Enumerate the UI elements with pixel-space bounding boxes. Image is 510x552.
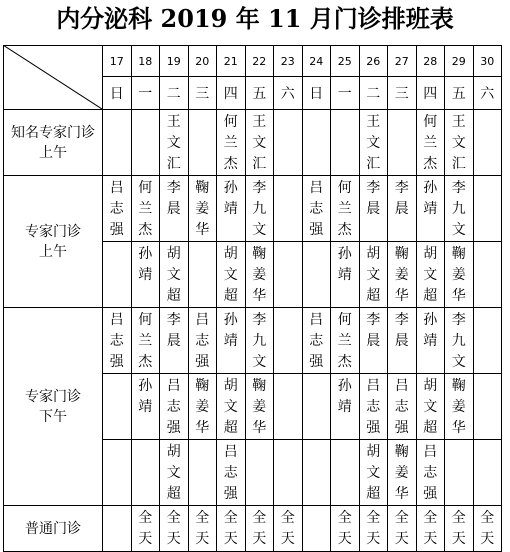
schedule-cell	[359, 110, 388, 176]
schedule-cell	[388, 110, 417, 176]
doctor-name: 王 文 汇	[451, 114, 466, 172]
doctor-name: 全 天	[280, 510, 295, 547]
weekday-cell: 五	[245, 77, 274, 110]
schedule-cell	[473, 506, 502, 552]
schedule-cell	[188, 440, 217, 506]
doctor-name: 胡 文 超	[223, 378, 238, 436]
date-cell: 28	[416, 46, 445, 77]
date-cell: 29	[445, 46, 474, 77]
schedule-cell	[359, 374, 388, 440]
page-title: 内分泌科 2019 年 11 月门诊排班表	[56, 4, 454, 33]
date-cell: 26	[359, 46, 388, 77]
doctor-name: 吕 志 强	[366, 378, 381, 436]
schedule-cell	[103, 440, 132, 506]
doctor-name: 全 天	[366, 510, 381, 547]
weekday-cell: 日	[302, 77, 331, 110]
schedule-cell	[416, 506, 445, 552]
schedule-cell	[302, 242, 331, 308]
schedule-cell	[473, 308, 502, 374]
schedule-cell	[331, 242, 360, 308]
schedule-row	[4, 506, 502, 552]
doctor-name: 全 天	[138, 510, 153, 547]
doctor-name: 王 文 汇	[166, 114, 181, 172]
schedule-cell	[274, 506, 303, 552]
schedule-cell	[160, 374, 189, 440]
header-corner-cell	[4, 46, 103, 110]
doctor-name: 鞠 姜 华	[394, 246, 409, 304]
schedule-cell	[217, 308, 246, 374]
date-cell: 19	[160, 46, 189, 77]
doctor-name: 孙 靖	[423, 180, 438, 217]
weekday-cell: 二	[160, 77, 189, 110]
schedule-cell	[302, 176, 331, 242]
doctor-name: 李 九 文	[252, 180, 267, 238]
date-cell: 23	[274, 46, 303, 77]
schedule-cell	[331, 506, 360, 552]
doctor-name: 鞠 姜 华	[451, 378, 466, 436]
schedule-cell	[388, 176, 417, 242]
doctor-name: 胡 文 超	[223, 246, 238, 304]
doctor-name: 胡 文 超	[166, 246, 181, 304]
doctor-name: 何 兰 杰	[223, 114, 238, 172]
schedule-cell	[388, 506, 417, 552]
schedule-cell	[103, 308, 132, 374]
doctor-name: 何 兰 杰	[138, 180, 153, 238]
schedule-cell	[131, 440, 160, 506]
date-cell: 20	[188, 46, 217, 77]
schedule-cell	[131, 242, 160, 308]
schedule-row	[4, 176, 502, 242]
weekday-cell: 三	[188, 77, 217, 110]
doctor-name: 胡 文 超	[366, 246, 381, 304]
schedule-cell	[302, 308, 331, 374]
schedule-cell	[160, 440, 189, 506]
doctor-name: 李 晨	[366, 180, 381, 217]
schedule-cell	[217, 176, 246, 242]
schedule-cell	[302, 110, 331, 176]
doctor-name: 何 兰 杰	[337, 312, 352, 370]
schedule-cell	[160, 308, 189, 374]
doctor-name: 何 兰 杰	[138, 312, 153, 370]
doctor-name: 全 天	[423, 510, 438, 547]
doctor-name: 何 兰 杰	[423, 114, 438, 172]
doctor-name: 鞠 姜 华	[195, 378, 210, 436]
doctor-name: 李 晨	[366, 312, 381, 349]
section-label: 专家门诊 下午	[4, 308, 103, 506]
schedule-cell	[217, 506, 246, 552]
weekday-cell: 六	[274, 77, 303, 110]
schedule-cell	[445, 308, 474, 374]
schedule-cell	[416, 440, 445, 506]
schedule-cell	[473, 176, 502, 242]
schedule-cell	[103, 374, 132, 440]
date-cell: 25	[331, 46, 360, 77]
doctor-name: 孙 靖	[138, 246, 153, 283]
schedule-cell	[245, 374, 274, 440]
doctor-name: 王 文 汇	[366, 114, 381, 172]
schedule-cell	[245, 506, 274, 552]
schedule-cell	[245, 242, 274, 308]
doctor-name: 吕 志 强	[109, 180, 124, 238]
date-cell: 27	[388, 46, 417, 77]
weekday-cell: 四	[416, 77, 445, 110]
date-cell: 24	[302, 46, 331, 77]
doctor-name: 鞠 姜 华	[451, 246, 466, 304]
schedule-cell	[217, 374, 246, 440]
schedule-cell	[331, 110, 360, 176]
doctor-name: 吕 志 强	[309, 180, 324, 238]
schedule-cell	[217, 440, 246, 506]
doctor-name: 孙 靖	[337, 378, 352, 415]
schedule-cell	[359, 440, 388, 506]
doctor-name: 王 文 汇	[252, 114, 267, 172]
schedule-cell	[473, 440, 502, 506]
schedule-cell	[331, 440, 360, 506]
schedule-cell	[188, 242, 217, 308]
doctor-name: 吕 志 强	[423, 444, 438, 502]
schedule-cell	[445, 242, 474, 308]
date-cell: 30	[473, 46, 502, 77]
schedule-cell	[302, 506, 331, 552]
schedule-cell	[131, 176, 160, 242]
schedule-cell	[445, 506, 474, 552]
schedule-cell	[160, 242, 189, 308]
schedule-cell	[331, 176, 360, 242]
doctor-name: 孙 靖	[223, 312, 238, 349]
doctor-name: 全 天	[166, 510, 181, 547]
weekday-cell: 五	[445, 77, 474, 110]
doctor-name: 全 天	[394, 510, 409, 547]
date-cell: 21	[217, 46, 246, 77]
schedule-cell	[445, 374, 474, 440]
schedule-cell	[416, 374, 445, 440]
doctor-name: 李 九 文	[451, 180, 466, 238]
doctor-name: 全 天	[480, 510, 495, 547]
doctor-name: 李 晨	[166, 180, 181, 217]
schedule-cell	[445, 176, 474, 242]
doctor-name: 胡 文 超	[423, 246, 438, 304]
weekday-cell: 日	[103, 77, 132, 110]
schedule-cell	[274, 242, 303, 308]
schedule-cell	[302, 374, 331, 440]
schedule-cell	[188, 506, 217, 552]
doctor-name: 胡 文 超	[366, 444, 381, 502]
schedule-cell	[388, 308, 417, 374]
schedule-cell	[359, 242, 388, 308]
schedule-cell	[274, 374, 303, 440]
date-cell: 18	[131, 46, 160, 77]
schedule-cell	[245, 308, 274, 374]
doctor-name: 全 天	[451, 510, 466, 547]
doctor-name: 吕 志 强	[109, 312, 124, 370]
schedule-cell	[416, 308, 445, 374]
doctor-name: 胡 文 超	[423, 378, 438, 436]
schedule-cell	[103, 110, 132, 176]
section-label: 专家门诊 上午	[4, 176, 103, 308]
doctor-name: 李 晨	[166, 312, 181, 349]
doctor-name: 孙 靖	[138, 378, 153, 415]
schedule-cell	[473, 374, 502, 440]
schedule-cell	[274, 110, 303, 176]
date-cell: 17	[103, 46, 132, 77]
schedule-cell	[217, 110, 246, 176]
schedule-cell	[245, 176, 274, 242]
section-label: 普通门诊	[4, 506, 103, 552]
weekday-cell: 一	[331, 77, 360, 110]
schedule-cell	[188, 110, 217, 176]
doctor-name: 李 九 文	[451, 312, 466, 370]
section-label: 知名专家门诊 上午	[4, 110, 103, 176]
schedule-cell	[331, 374, 360, 440]
schedule-cell	[274, 308, 303, 374]
weekday-cell: 四	[217, 77, 246, 110]
schedule-cell	[274, 440, 303, 506]
doctor-name: 何 兰 杰	[337, 180, 352, 238]
schedule-cell	[445, 440, 474, 506]
schedule-cell	[388, 242, 417, 308]
date-header-row	[4, 46, 502, 77]
schedule-row	[4, 308, 502, 374]
schedule-cell	[245, 440, 274, 506]
doctor-name: 全 天	[337, 510, 352, 547]
weekday-cell: 三	[388, 77, 417, 110]
doctor-name: 吕 志 强	[195, 312, 210, 370]
doctor-name: 吕 志 强	[166, 378, 181, 436]
doctor-name: 孙 靖	[423, 312, 438, 349]
doctor-name: 吕 志 强	[394, 378, 409, 436]
doctor-name: 全 天	[223, 510, 238, 547]
schedule-cell	[388, 374, 417, 440]
schedule-cell	[160, 110, 189, 176]
weekday-cell: 一	[131, 77, 160, 110]
weekday-cell: 六	[473, 77, 502, 110]
schedule-cell	[416, 176, 445, 242]
schedule-cell	[103, 506, 132, 552]
schedule-cell	[103, 176, 132, 242]
doctor-name: 孙 靖	[337, 246, 352, 283]
schedule-cell	[388, 440, 417, 506]
schedule-cell	[359, 506, 388, 552]
schedule-cell	[131, 374, 160, 440]
doctor-name: 李 晨	[394, 312, 409, 349]
doctor-name: 孙 靖	[223, 180, 238, 217]
weekday-cell: 二	[359, 77, 388, 110]
schedule-row	[4, 110, 502, 176]
schedule-cell	[274, 176, 303, 242]
doctor-name: 鞠 姜 华	[394, 444, 409, 502]
schedule-cell	[473, 110, 502, 176]
doctor-name: 胡 文 超	[166, 444, 181, 502]
doctor-name: 鞠 姜 华	[252, 246, 267, 304]
schedule-cell	[416, 110, 445, 176]
schedule-cell	[359, 308, 388, 374]
schedule-cell	[359, 176, 388, 242]
schedule-cell	[302, 440, 331, 506]
schedule-cell	[416, 242, 445, 308]
schedule-cell	[103, 242, 132, 308]
schedule-cell	[131, 506, 160, 552]
schedule-cell	[188, 374, 217, 440]
schedule-cell	[331, 308, 360, 374]
date-cell: 22	[245, 46, 274, 77]
doctor-name: 鞠 姜 华	[252, 378, 267, 436]
doctor-name: 李 晨	[394, 180, 409, 217]
doctor-name: 鞠 姜 华	[195, 180, 210, 238]
schedule-cell	[188, 176, 217, 242]
schedule-cell	[217, 242, 246, 308]
doctor-name: 吕 志 强	[309, 312, 324, 370]
schedule-cell	[160, 506, 189, 552]
doctor-name: 全 天	[195, 510, 210, 547]
doctor-name: 全 天	[252, 510, 267, 547]
schedule-cell	[131, 308, 160, 374]
schedule-cell	[245, 110, 274, 176]
schedule-cell	[473, 242, 502, 308]
schedule-cell	[160, 176, 189, 242]
schedule-cell	[445, 110, 474, 176]
schedule-cell	[131, 110, 160, 176]
schedule-cell	[188, 308, 217, 374]
doctor-name: 李 九 文	[252, 312, 267, 370]
schedule-table	[3, 45, 502, 552]
doctor-name: 吕 志 强	[223, 444, 238, 502]
